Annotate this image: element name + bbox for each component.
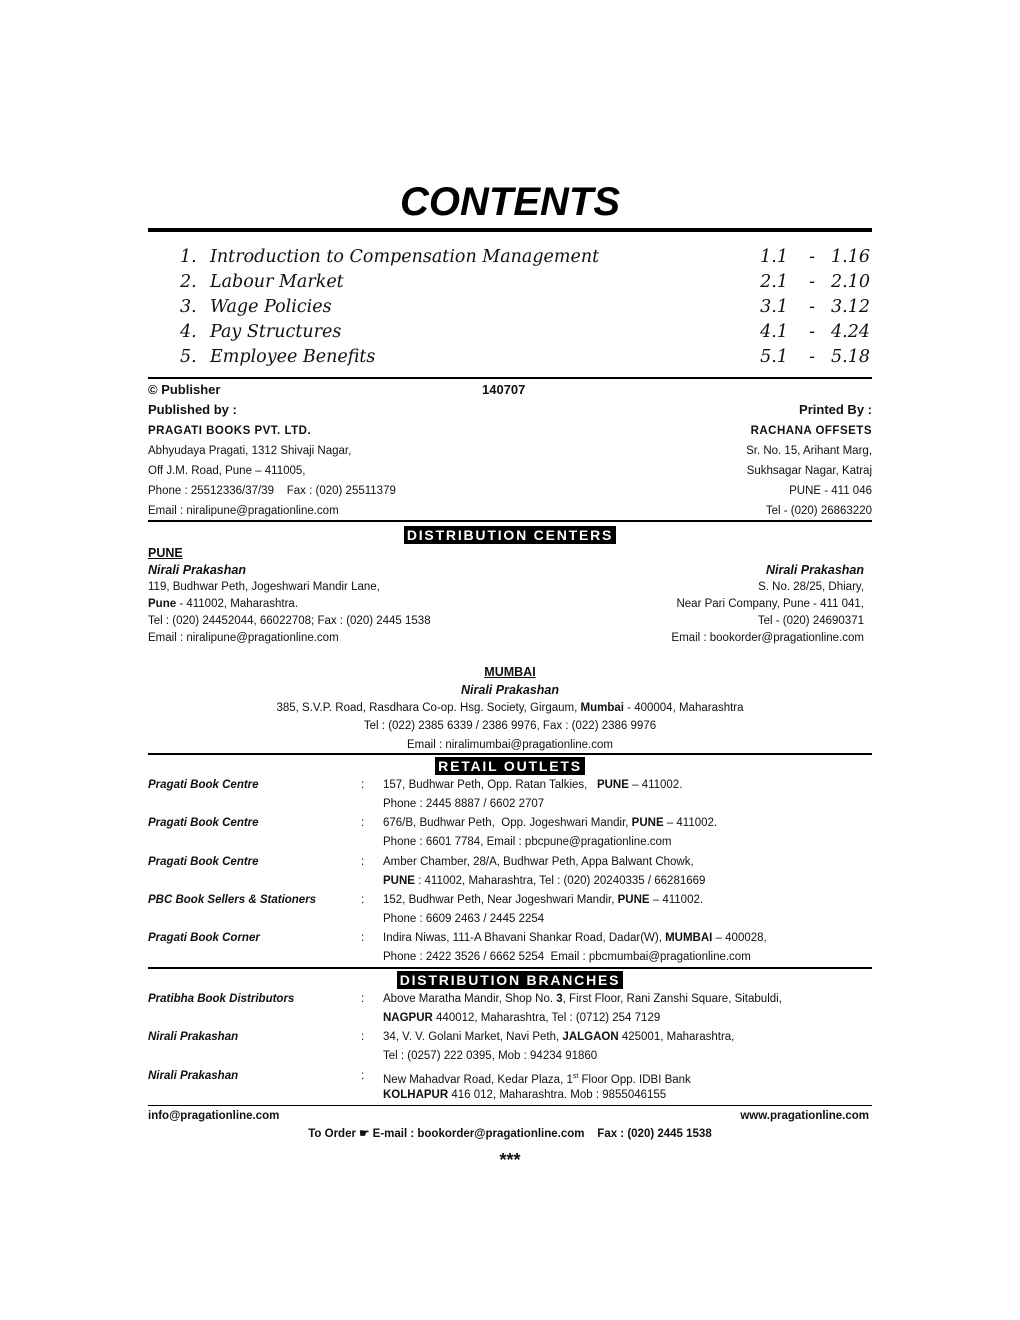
publisher-address-2: Off J.M. Road, Pune – 411005,	[148, 465, 306, 477]
toc-start-page: 5.1	[760, 347, 788, 367]
branch-address: Above Maratha Mandir, Shop No. 3, First Floor, Rani Zanshi Square, Sitabuldi,	[383, 993, 782, 1005]
branch-contact: NAGPUR 440012, Maharashtra, Tel : (0712) 254 7129	[383, 1012, 661, 1024]
title-rule	[148, 228, 872, 232]
retail-outlet-item	[148, 776, 872, 814]
published-by-label: Published by :	[148, 402, 237, 417]
mumbai-bottom-rule	[148, 753, 872, 755]
publisher-name: PRAGATI BOOKS PVT. LTD.	[148, 425, 312, 437]
distribution-branches-banner	[148, 971, 872, 990]
toc-dash: -	[809, 247, 815, 267]
branch-contact: KOLHAPUR 416 012, Maharashtra. Mob : 9855046155	[383, 1089, 667, 1101]
mumbai-email[interactable]: Email : niralimumbai@pragationline.com	[407, 739, 613, 751]
printer-address-1: Sr. No. 15, Arihant Marg,	[746, 445, 872, 457]
outlet-phone: Phone : 6609 2463 / 2445 2254	[383, 913, 545, 925]
separator-colon: :	[361, 779, 365, 791]
toc-entry[interactable]	[148, 320, 872, 345]
branch-address: 34, V. V. Golani Market, Navi Peth, JALGAON 425001, Maharashtra,	[383, 1031, 735, 1043]
toc-dash: -	[809, 272, 815, 292]
table-of-contents	[148, 245, 872, 370]
toc-dash: -	[809, 297, 815, 317]
pune-left-name: Nirali Prakashan	[148, 563, 246, 577]
toc-entry[interactable]	[148, 245, 872, 270]
outlet-phone: PUNE : 411002, Maharashtra, Tel : (020) 20240335 / 66281669	[383, 875, 706, 887]
pune-left-email[interactable]: Email : niralipune@pragationline.com	[148, 632, 339, 644]
mumbai-address: 385, S.V.P. Road, Rasdhara Co-op. Hsg. Society, Girgaum, Mumbai - 400004, Maharashtra	[276, 702, 744, 714]
outlet-name: PBC Book Sellers & Stationers	[148, 894, 317, 906]
publisher-phone: Phone : 25512336/37/39 Fax : (020) 25511379	[148, 485, 396, 497]
toc-entry[interactable]	[148, 295, 872, 320]
toc-number: 3.	[180, 297, 197, 317]
footer-website[interactable]: www.pragationline.com	[740, 1110, 869, 1122]
order-info: To Order ☛ E-mail : bookorder@pragationline.com Fax : (020) 2445 1538	[308, 1128, 712, 1140]
pune-right-email[interactable]: Email : bookorder@pragationline.com	[671, 632, 864, 644]
separator-colon: :	[361, 993, 365, 1005]
branch-item	[148, 1028, 872, 1066]
outlet-address: Indira Niwas, 111-A Bhavani Shankar Road, Dadar(W), MUMBAI – 400028,	[383, 932, 767, 944]
distribution-branches-heading: DISTRIBUTION BRANCHES	[397, 971, 624, 989]
publisher-address-1: Abhyudaya Pragati, 1312 Shivaji Nagar,	[148, 445, 352, 457]
toc-title: Wage Policies	[210, 297, 332, 317]
toc-bottom-rule	[148, 377, 872, 379]
toc-title: Pay Structures	[210, 322, 342, 342]
toc-number: 4.	[180, 322, 197, 342]
branch-item	[148, 990, 872, 1028]
printer-city: PUNE - 411 046	[789, 485, 872, 497]
retail-outlet-item	[148, 853, 872, 891]
toc-title: Introduction to Compensation Management	[210, 247, 600, 267]
branch-address: New Mahadvar Road, Kedar Plaza, 1st Floor Opp. IDBI Bank	[383, 1073, 691, 1086]
separator-colon: :	[361, 894, 365, 906]
separator-colon: :	[361, 932, 365, 944]
branch-name: Pratibha Book Distributors	[148, 993, 295, 1005]
toc-start-page: 4.1	[760, 322, 788, 342]
toc-dash: -	[809, 347, 815, 367]
end-mark: ***	[499, 1150, 521, 1170]
separator-colon: :	[361, 1070, 365, 1082]
printer-name: RACHANA OFFSETS	[750, 425, 872, 437]
outlet-name: Pragati Book Centre	[148, 817, 259, 829]
pune-right-tel: Tel - (020) 24690371	[757, 615, 864, 627]
mumbai-heading: MUMBAI	[484, 665, 536, 679]
retail-bottom-rule	[148, 967, 872, 969]
publisher-email[interactable]: Email : niralipune@pragationline.com	[148, 505, 339, 517]
retail-outlets-banner	[148, 757, 872, 776]
outlet-phone: Phone : 2445 8887 / 6602 2707	[383, 798, 545, 810]
mumbai-tel: Tel : (022) 2385 6339 / 2386 9976, Fax : (022) 2386 9976	[363, 720, 657, 732]
distribution-centers-heading: DISTRIBUTION CENTERS	[404, 526, 616, 544]
toc-title: Employee Benefits	[210, 347, 376, 367]
separator-colon: :	[361, 856, 365, 868]
outlet-name: Pragati Book Centre	[148, 779, 259, 791]
pune-city-rest: - 411002, Maharashtra.	[176, 598, 299, 610]
printer-address-2: Sukhsagar Nagar, Katraj	[746, 465, 872, 477]
pune-right-address-2: Near Pari Company, Pune - 411 041,	[676, 598, 864, 610]
pune-right-address-1: S. No. 28/25, Dhiary,	[758, 581, 864, 593]
branch-contact: Tel : (0257) 222 0395, Mob : 94234 91860	[383, 1050, 598, 1062]
outlet-name: Pragati Book Centre	[148, 856, 259, 868]
toc-start-page: 2.1	[760, 272, 788, 292]
distribution-centers-banner	[148, 526, 872, 545]
toc-number: 1.	[180, 247, 197, 267]
toc-end-page: 3.12	[831, 297, 870, 317]
toc-entry[interactable]	[148, 345, 872, 370]
toc-dash: -	[809, 322, 815, 342]
separator-colon: :	[361, 1031, 365, 1043]
toc-start-page: 1.1	[760, 247, 788, 267]
retail-outlet-item	[148, 814, 872, 852]
branch-name: Nirali Prakashan	[148, 1031, 239, 1043]
toc-number: 2.	[180, 272, 197, 292]
toc-end-page: 4.24	[831, 322, 870, 342]
toc-end-page: 2.10	[831, 272, 870, 292]
toc-end-page: 1.16	[831, 247, 870, 267]
pune-left-address: 119, Budhwar Peth, Jogeshwari Mandir Lane,	[148, 581, 380, 593]
outlet-name: Pragati Book Corner	[148, 932, 260, 944]
pune-heading: PUNE	[148, 546, 183, 560]
toc-entry[interactable]	[148, 270, 872, 295]
retail-outlets-heading: RETAIL OUTLETS	[435, 757, 585, 775]
outlet-phone: Phone : 6601 7784, Email : pbcpune@pragationline.com	[383, 836, 672, 848]
outlet-phone: Phone : 2422 3526 / 6662 5254 Email : pbcmumbai@pragationline.com	[383, 951, 751, 963]
print-code: 140707	[482, 382, 526, 397]
footer-email[interactable]: info@pragationline.com	[148, 1110, 280, 1122]
pune-left-tel: Tel : (020) 24452044, 66022708; Fax : (020) 2445 1538	[148, 615, 431, 627]
toc-number: 5.	[180, 347, 197, 367]
printed-by-label: Printed By :	[799, 402, 872, 417]
copyright-label: © Publisher	[148, 382, 221, 397]
branch-name: Nirali Prakashan	[148, 1070, 239, 1082]
outlet-address: 676/B, Budhwar Peth, Opp. Jogeshwari Mandir, PUNE – 411002.	[383, 817, 718, 829]
mumbai-name: Nirali Prakashan	[461, 683, 559, 697]
outlet-address: 152, Budhwar Peth, Near Jogeshwari Mandir, PUNE – 411002.	[383, 894, 704, 906]
branch-item	[148, 1067, 872, 1105]
printer-tel: Tel - (020) 26863220	[765, 505, 872, 517]
imprint-bottom-rule	[148, 520, 872, 522]
retail-outlet-item	[148, 891, 872, 929]
pune-right-name: Nirali Prakashan	[766, 563, 864, 577]
outlet-address: Amber Chamber, 28/A, Budhwar Peth, Appa Balwant Chowk,	[383, 856, 694, 868]
toc-title: Labour Market	[210, 272, 344, 292]
separator-colon: :	[361, 817, 365, 829]
toc-start-page: 3.1	[760, 297, 788, 317]
retail-outlet-item	[148, 929, 872, 967]
outlet-address: 157, Budhwar Peth, Opp. Ratan Talkies, PUNE – 411002.	[383, 779, 683, 791]
toc-end-page: 5.18	[831, 347, 870, 367]
pune-city-bold: Pune	[148, 598, 177, 610]
page-title: CONTENTS	[400, 180, 620, 224]
